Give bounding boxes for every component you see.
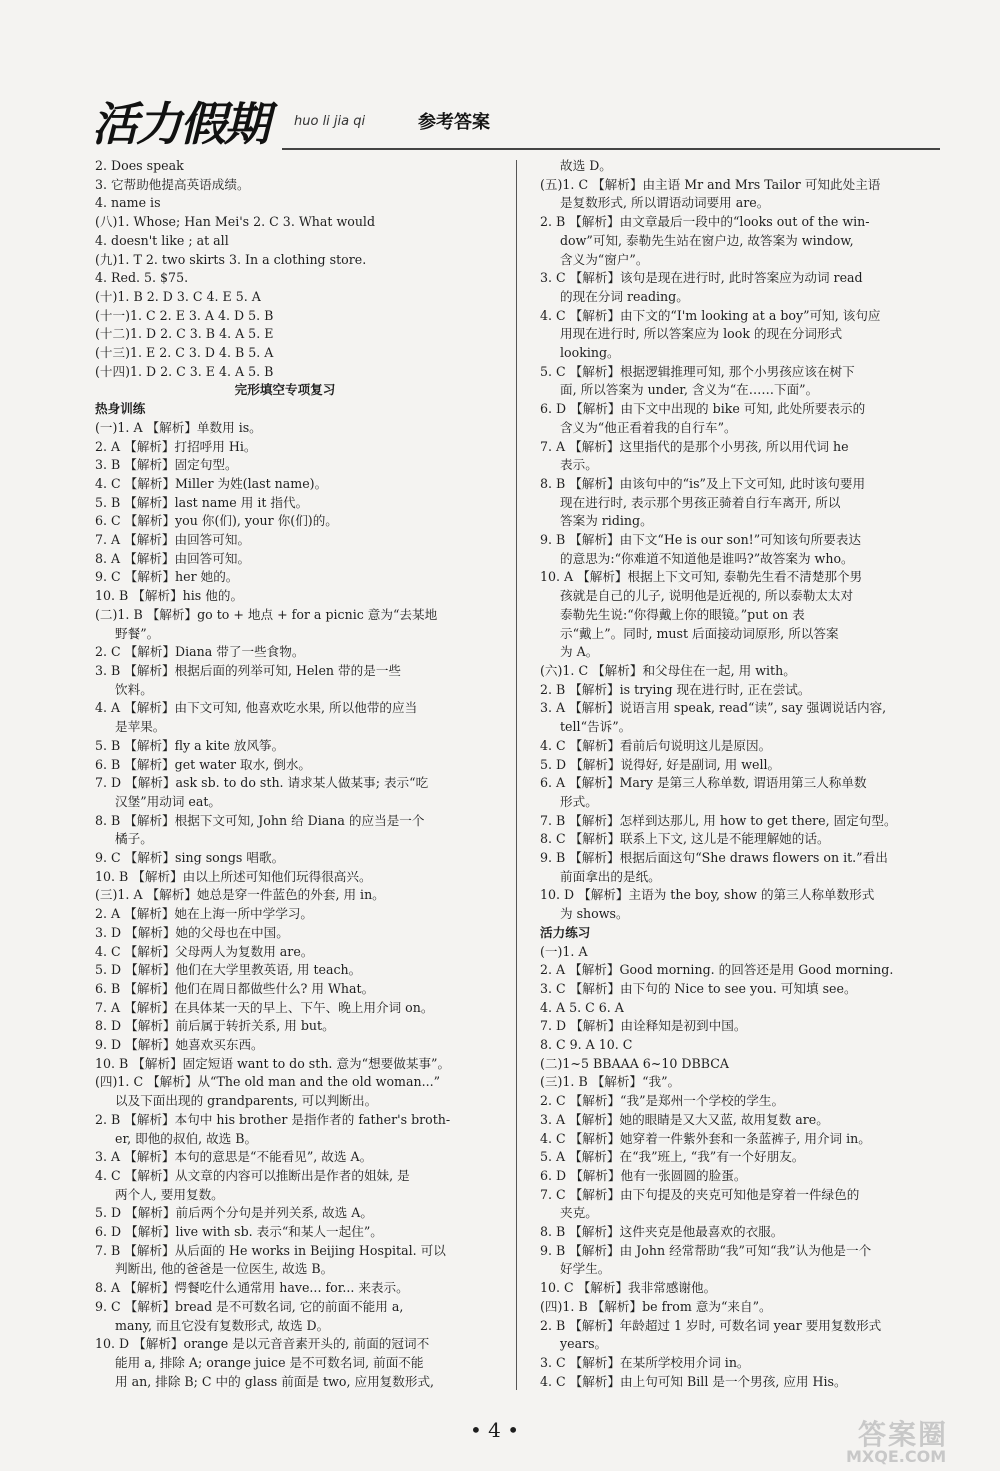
answer-line: 橘子。 <box>115 831 153 847</box>
answer-line: 5. B 【解析】fly a kite 放风筝。 <box>95 737 285 753</box>
answer-line: 示“戴上”。同时, must 后面接动词原形, 所以答案 <box>560 625 839 641</box>
answer-line: 2. B 【解析】年龄超过 1 岁时, 可数名词 year 要用复数形式 <box>540 1317 882 1333</box>
answer-line: 的意思为:“你难道不知道他是谁吗?”故答案为 who。 <box>560 550 854 566</box>
answer-line: 10. B 【解析】固定短语 want to do sth. 意为“想要做某事”。 <box>95 1055 451 1071</box>
answer-line: 9. B 【解析】根据后面这句“She draws flowers on it.”看出 <box>540 850 888 866</box>
answer-line: 4. C 【解析】由上句可知 Bill 是一个男孩, 应用 His。 <box>540 1373 847 1389</box>
answer-line: 含义为“他正看着我的自行车”。 <box>560 419 737 435</box>
answer-line: 4. name is <box>95 195 161 211</box>
answer-line: 4. C 【解析】由下文的“I'm looking at a boy”可知, 该句应 <box>540 307 881 323</box>
answer-line: 5. D 【解析】前后两个分句是并列关系, 故选 A。 <box>95 1205 373 1221</box>
answer-line: 4. C 【解析】从文章的内容可以推断出是作者的姐妹, 是 <box>95 1167 410 1183</box>
answer-line: 4. Red. 5. $75. <box>95 270 189 286</box>
answer-line: 泰勒先生说:“你得戴上你的眼镜。”put on 表 <box>560 606 805 622</box>
answer-line: (三)1. B 【解析】“我”。 <box>540 1074 681 1090</box>
answer-line: 以及下面出现的 grandparents, 可以判断出。 <box>115 1093 378 1109</box>
answer-line: 7. D 【解析】ask sb. to do sth. 请求某人做某事; 表示“吃 <box>95 775 429 791</box>
answer-line: er, 即他的叔伯, 故选 B。 <box>115 1130 258 1146</box>
answer-line: 活力练习 <box>540 924 591 940</box>
answer-line: 3. A 【解析】说语言用 speak, read“读”, say 强调说话内容, <box>540 700 887 716</box>
answer-line: (十一)1. C 2. E 3. A 4. D 5. B <box>95 307 274 323</box>
answer-line: 野餐”。 <box>115 625 160 641</box>
answer-line: 8. D 【解析】前后属于转折关系, 用 but。 <box>95 1018 335 1034</box>
header-title: 参考答案 <box>418 112 490 133</box>
answer-line: 5. A 【解析】在“我”班上, “我”有一个好朋友。 <box>540 1149 805 1165</box>
answer-line: 9. B 【解析】由下文“He is our son!”可知该句所要表达 <box>540 532 861 548</box>
answer-line: 2. Does speak <box>95 158 184 173</box>
answer-line: 形式。 <box>560 793 598 809</box>
answer-line: 8. A 【解析】愕餐吃什么通常用 have... for... 来表示。 <box>95 1280 409 1296</box>
answer-line: 7. D 【解析】由诠释知是初到中国。 <box>540 1018 747 1034</box>
answer-line: (八)1. Whose; Han Mei's 2. C 3. What would <box>95 214 376 230</box>
answer-line: tell“告诉”。 <box>560 719 632 735</box>
answer-line: 3. A 【解析】她的眼睛是又大又蓝, 故用复数 are。 <box>540 1111 829 1127</box>
answer-line: 2. A 【解析】打招呼用 Hi。 <box>95 438 257 454</box>
answer-line: 9. D 【解析】她喜欢买东西。 <box>95 1037 264 1053</box>
answer-line: 用现在进行时, 所以答案应为 look 的现在分词形式 <box>560 326 843 342</box>
answer-line: 4. C 【解析】父母两人为复数用 are。 <box>95 943 314 959</box>
answer-line: 10. B 【解析】his 他的。 <box>95 588 244 604</box>
answer-line: 8. B 【解析】根据下文可知, John 给 Diana 的应当是一个 <box>95 812 425 828</box>
answer-line: 判断出, 他的爸爸是一位医生, 故选 B。 <box>115 1261 334 1277</box>
answer-line: 6. B 【解析】get water 取水, 倒水。 <box>95 756 312 772</box>
answer-line: 9. B 【解析】由 John 经常帮助“我”可知“我”认为他是一个 <box>540 1242 872 1258</box>
column-divider <box>516 160 517 1390</box>
answer-line: (二)1~5 BBAAA 6~10 DBBCA <box>540 1055 729 1071</box>
brand-pinyin: huo li jia qi <box>294 114 366 129</box>
answer-line: 3. B 【解析】固定句型。 <box>95 457 238 473</box>
answer-line: 现在进行时, 表示那个男孩正骑着自行车离开, 所以 <box>560 494 841 510</box>
answer-line: 3. C 【解析】在某所学校用介词 in。 <box>540 1355 750 1370</box>
answer-line: 7. B 【解析】从后面的 He works in Beijing Hospital. 可以 <box>95 1242 446 1258</box>
answer-line: years。 <box>560 1336 608 1352</box>
right-column <box>540 157 920 1391</box>
answer-line: 9. C 【解析】her 她的。 <box>95 569 239 585</box>
answer-line: (五)1. C 【解析】由主语 Mr and Mrs Tailor 可知此处主语 <box>540 176 881 192</box>
answer-line: 8. B 【解析】由该句中的“is”及上下文可知, 此时该句要用 <box>540 475 866 491</box>
answer-line: (四)1. C 【解析】从“The old man and the old woman...” <box>95 1074 441 1090</box>
watermark-logo: 答案圈 <box>858 1418 949 1451</box>
answer-line: 答案为 riding。 <box>560 513 653 529</box>
answer-line: 5. C 【解析】根据逻辑推理可知, 那个小男孩应该在树下 <box>540 363 855 379</box>
answer-line: 5. D 【解析】他们在大学里教英语, 用 teach。 <box>95 962 362 978</box>
answer-line: 面, 所以答案为 under, 含义为“在……下面”。 <box>560 382 819 398</box>
answer-line: (十三)1. E 2. C 3. D 4. B 5. A <box>95 345 274 361</box>
answer-line: 3. D 【解析】她的父母也在中国。 <box>95 924 289 940</box>
answer-line: 8. C 【解析】联系上下文, 这儿是不能理解她的话。 <box>540 831 830 847</box>
answer-line: many, 而且它没有复数形式, 故选 D。 <box>115 1317 330 1333</box>
answer-line: 4. A 【解析】由下文可知, 他喜欢吃水果, 所以他带的应当 <box>95 700 418 716</box>
answer-line: (九)1. T 2. two skirts 3. In a clothing store. <box>95 251 367 267</box>
answer-line: 6. B 【解析】他们在周日都做些什么? 用 What。 <box>95 980 375 996</box>
answer-line: 6. A 【解析】Mary 是第三人称单数, 谓语用第三人称单数 <box>540 775 867 791</box>
answer-line: (一)1. A <box>540 943 588 959</box>
answer-line: 能用 a, 排除 A; orange juice 是不可数名词, 前面不能 <box>115 1355 424 1370</box>
answer-line: 3. C 【解析】该句是现在进行时, 此时答案应为动词 read <box>540 270 863 286</box>
answer-line: 7. C 【解析】由下句提及的夹克可知他是穿着一件绿色的 <box>540 1186 860 1202</box>
answer-line: 10. D 【解析】主语为 the boy, show 的第三人称单数形式 <box>540 887 875 903</box>
answer-line: 10. A 【解析】根据上下文可知, 泰勒先生看不清楚那个男 <box>540 569 863 585</box>
watermark-url: MXQE.COM <box>846 1447 947 1466</box>
answer-line: (六)1. C 【解析】和父母住在一起, 用 with。 <box>540 662 796 678</box>
page-header <box>92 88 942 160</box>
answer-line: (四)1. B 【解析】be from 意为“来自”。 <box>540 1298 772 1314</box>
answer-line: 5. B 【解析】last name 用 it 指代。 <box>95 494 309 510</box>
answer-line: (三)1. A 【解析】她总是穿一件蓝色的外套, 用 in。 <box>95 887 385 903</box>
header-rule <box>282 148 940 150</box>
answer-line: dow”可知, 泰勒先生站在窗户边, 故答案为 window, <box>560 232 854 248</box>
answer-line: 2. A 【解析】Good morning. 的回答还是用 Good morning. <box>540 962 894 978</box>
answer-line: (十二)1. D 2. C 3. B 4. A 5. E <box>95 326 274 342</box>
answer-line: 前面拿出的是纸。 <box>560 868 661 884</box>
answer-line: 7. A 【解析】在具体某一天的早上、下午、晚上用介词 on。 <box>95 999 434 1015</box>
answer-line: 的现在分词 reading。 <box>560 288 689 304</box>
answer-line: 4. doesn't like ; at all <box>95 232 229 248</box>
answer-line: 汉堡”用动词 eat。 <box>115 793 222 809</box>
answer-line: looking。 <box>560 345 620 361</box>
answer-line: 7. A 【解析】这里指代的是那个小男孩, 所以用代词 he <box>540 438 849 454</box>
answer-line: 10. B 【解析】由以上所述可知他们玩得很高兴。 <box>95 868 372 884</box>
answer-line: 2. C 【解析】“我”是郑州一个学校的学生。 <box>540 1093 785 1109</box>
answer-line: 5. D 【解析】说得好, 好是副词, 用 well。 <box>540 756 781 772</box>
answer-line: (一)1. A 【解析】单数用 is。 <box>95 419 262 435</box>
answer-line: 8. C 9. A 10. C <box>540 1037 633 1053</box>
answer-line: 7. B 【解析】怎样到达那儿, 用 how to get there, 固定句型。 <box>540 812 897 828</box>
answer-line: 2. B 【解析】is trying 现在进行时, 正在尝试。 <box>540 681 811 697</box>
answer-line: 6. C 【解析】you 你(们), your 你(们)的。 <box>95 513 338 529</box>
left-column <box>95 157 475 1391</box>
answer-line: (十四)1. D 2. C 3. E 4. A 5. B <box>95 363 274 379</box>
brand-logo: 活力假期 <box>92 97 268 151</box>
answer-line: 两个人, 要用复数。 <box>115 1186 224 1202</box>
answer-line: 含义为“窗户”。 <box>560 251 649 267</box>
answer-line: 好学生。 <box>560 1261 611 1277</box>
answer-line: 7. A 【解析】由回答可知。 <box>95 532 251 548</box>
answer-line: 2. B 【解析】由文章最后一段中的“looks out of the win- <box>540 214 870 230</box>
answer-line: 完形填空专项复习 <box>234 382 336 398</box>
answer-line: 10. C 【解析】我非常感谢他。 <box>540 1280 717 1296</box>
answer-line: 4. A 5. C 6. A <box>540 999 624 1015</box>
page-number: • 4 • <box>470 1418 520 1442</box>
answer-line: 3. B 【解析】根据后面的列举可知, Helen 带的是一些 <box>95 662 402 678</box>
answer-line: 2. A 【解析】她在上海一所中学学习。 <box>95 906 314 922</box>
answer-line: 4. C 【解析】她穿着一件紫外套和一条蓝裤子, 用介词 in。 <box>540 1130 871 1146</box>
answer-line: 3. A 【解析】本句的意思是“不能看见”, 故选 A。 <box>95 1149 373 1165</box>
answer-line: 2. B 【解析】本句中 his brother 是指作者的 father's broth- <box>95 1111 451 1127</box>
answer-line: 为 A。 <box>560 644 599 660</box>
answer-line: 是苹果。 <box>115 719 166 735</box>
answer-line: 3. 它帮助他提高英语成绩。 <box>95 176 250 192</box>
answer-line: 6. D 【解析】live with sb. 表示“和某人一起住”。 <box>95 1224 383 1240</box>
answer-line: 为 shows。 <box>560 906 629 922</box>
answer-line: 孩就是自己的儿子, 说明他是近视的, 所以泰勒太太对 <box>560 588 854 604</box>
answer-line: 6. D 【解析】他有一张圆圆的脸蛋。 <box>540 1167 747 1183</box>
answer-line: 是复数形式, 所以谓语动词要用 are。 <box>560 195 770 211</box>
answer-line: 2. C 【解析】Diana 带了一些食物。 <box>95 644 305 660</box>
answer-line: 4. C 【解析】看前后句说明这儿是原因。 <box>540 737 772 753</box>
answer-line: (十)1. B 2. D 3. C 4. E 5. A <box>95 288 261 304</box>
answer-line: (二)1. B 【解析】go to + 地点 + for a picnic 意为“去某地 <box>95 606 438 622</box>
answer-line: 故选 D。 <box>560 158 612 173</box>
answer-line: 10. D 【解析】orange 是以元音音素开头的, 前面的冠词不 <box>95 1336 430 1352</box>
answer-line: 热身训练 <box>95 401 146 417</box>
answer-line: 3. C 【解析】由下句的 Nice to see you. 可知填 see。 <box>540 980 857 996</box>
answer-line: 夹克。 <box>560 1205 598 1221</box>
answer-line: 饮料。 <box>115 681 153 697</box>
answer-line: 9. C 【解析】bread 是不可数名词, 它的前面不能用 a, <box>95 1298 404 1314</box>
answer-line: 8. B 【解析】这件夹克是他最喜欢的衣服。 <box>540 1224 784 1240</box>
answer-line: 表示。 <box>560 457 598 473</box>
answer-line: 9. C 【解析】sing songs 唱歌。 <box>95 850 285 866</box>
answer-line: 用 an, 排除 B; C 中的 glass 前面是 two, 应用复数形式, <box>115 1373 435 1389</box>
answer-line: 8. A 【解析】由回答可知。 <box>95 550 251 566</box>
answer-line: 4. C 【解析】Miller 为姓(last name)。 <box>95 475 328 491</box>
answer-line: 6. D 【解析】由下文中出现的 bike 可知, 此处所要表示的 <box>540 401 866 417</box>
